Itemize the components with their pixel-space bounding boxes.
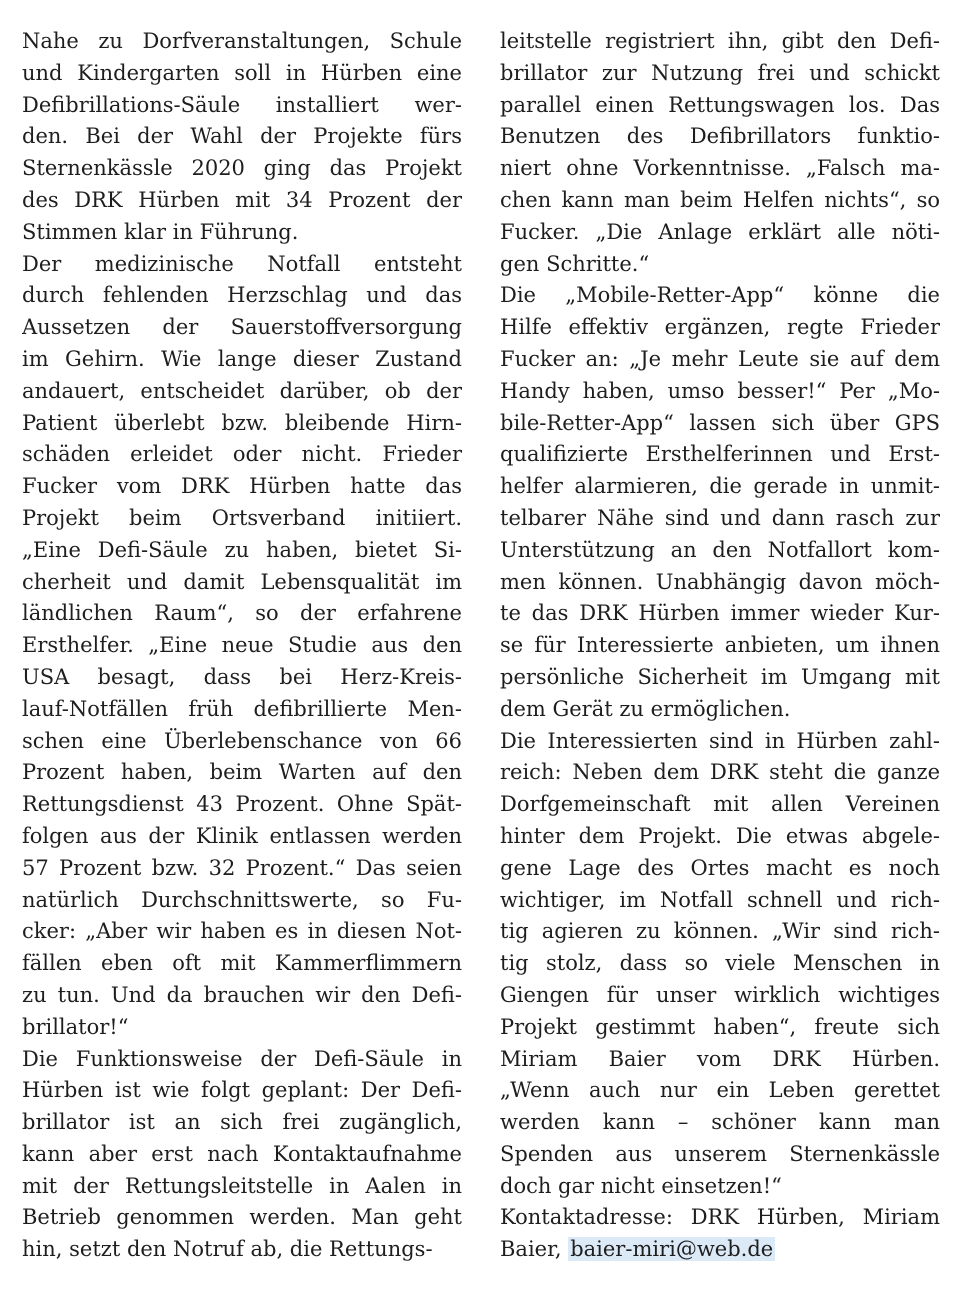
right-column-paragraphs (500, 26, 940, 1202)
text-line: gene Lage des Ortes macht es noch (500, 855, 940, 880)
text-line: Rettungsdienst 43 Prozent. Ohne Spät- (22, 792, 462, 817)
text-line: Giengen für unser wirklich wichtiges (500, 982, 940, 1007)
contact-line (500, 1234, 940, 1266)
text-line: dem Gerät zu ermöglichen. (500, 696, 791, 721)
text-line: Stimmen klar in Führung. (22, 219, 299, 244)
text-line: hin, setzt den Notruf ab, die Rettungs- (22, 1237, 433, 1262)
text-line: und Kindergarten soll in Hürben eine (22, 60, 462, 85)
text-line: Benutzen des Defibrillators funktio- (500, 124, 940, 149)
paragraph (500, 26, 940, 280)
right-column (500, 26, 940, 1276)
paragraph (22, 1044, 462, 1267)
text-line: wichtiger, im Notfall schnell und rich- (500, 887, 940, 912)
text-line: Defibrillations-Säule installiert wer- (22, 92, 462, 117)
text-line: Fucker vom DRK Hürben hatte das (22, 474, 462, 499)
text-line: Unterstützung an den Notfallort kom- (500, 537, 940, 562)
text-line: natürlich Durchschnittswerte, so Fu- (22, 887, 462, 912)
text-line: 57 Prozent bzw. 32 Prozent.“ Das seien (22, 855, 462, 880)
text-line: se für Interessierte anbieten, um ihnen (500, 633, 940, 658)
text-line: Patient überlebt bzw. bleibende Hirn- (22, 410, 462, 435)
text-line: Miriam Baier vom DRK Hürben. (500, 1046, 940, 1071)
text-line: parallel einen Rettungswagen los. Das (500, 92, 940, 117)
text-line: „Eine Defi-Säule zu haben, bietet Si- (22, 537, 462, 562)
text-line: tig stolz, dass so viele Menschen in (500, 951, 940, 976)
text-line: te das DRK Hürben immer wieder Kur- (500, 601, 940, 626)
paragraph (500, 726, 940, 1203)
text-line: andauert, entscheidet darüber, ob der (22, 378, 462, 403)
text-line: Hürben ist wie folgt geplant: Der Defi- (22, 1078, 462, 1103)
text-line: brillator ist an sich frei zugänglich, (22, 1110, 462, 1135)
text-line: chen kann man beim Helfen nichts“, so (500, 187, 940, 212)
text-line: Dorfgemeinschaft mit allen Vereinen (500, 792, 940, 817)
text-line: des DRK Hürben mit 34 Prozent der (22, 187, 462, 212)
text-line: Aussetzen der Sauerstoffversorgung (22, 315, 462, 340)
text-line: gen Schritte.“ (500, 251, 650, 276)
text-line: men können. Unabhängig davon möch- (500, 569, 940, 594)
text-line: im Gehirn. Wie lange dieser Zustand (22, 346, 462, 371)
text-line: Fucker. „Die Anlage erklärt alle nöti- (500, 219, 940, 244)
text-line: brillator!“ (22, 1014, 129, 1039)
text-line: Projekt beim Ortsverband initiiert. (22, 505, 462, 530)
text-line: Projekt gestimmt haben“, freute sich (500, 1014, 940, 1039)
text-line: ländlichen Raum“, so der erfahrene (22, 601, 462, 626)
text-line: Der medizinische Notfall entsteht (22, 251, 462, 276)
paragraph (22, 249, 462, 1044)
text-line: Die Funktionsweise der Defi-Säule in (22, 1046, 462, 1071)
text-line: werden kann – schöner kann man (500, 1110, 940, 1135)
text-line: schäden erleidet oder nicht. Frieder (22, 442, 462, 467)
text-line: lauf-Notfällen früh defibrillierte Men- (22, 696, 462, 721)
text-line: Die Interessierten sind in Hürben zahl- (500, 728, 940, 753)
text-line: Die „Mobile-Retter-App“ könne die (500, 283, 940, 308)
text-line: Nahe zu Dorfveranstaltungen, Schule (22, 29, 462, 53)
text-line: cherheit und damit Lebensqualität im (22, 569, 462, 594)
text-line: brillator zur Nutzung frei und schickt (500, 60, 940, 85)
text-line: USA besagt, dass bei Herz-Kreis- (22, 664, 462, 689)
paragraph (500, 280, 940, 725)
text-line: niert ohne Vorkenntnisse. „Falsch ma- (500, 156, 940, 181)
contact-line: Kontaktadresse: DRK Hürben, Miriam (500, 1205, 940, 1230)
text-line: persönliche Sicherheit im Umgang mit (500, 664, 940, 689)
text-line: Fucker an: „Je mehr Leute sie auf dem (500, 346, 940, 371)
text-line: den. Bei der Wahl der Projekte fürs (22, 124, 462, 149)
text-line: durch fehlenden Herzschlag und das (22, 283, 462, 308)
contact-name: Baier, (500, 1237, 562, 1262)
text-line: Prozent haben, beim Warten auf den (22, 760, 462, 785)
text-line: zu tun. Und da brauchen wir den Defi- (22, 982, 462, 1007)
text-line: Hilfe effektiv ergänzen, regte Frieder (500, 315, 940, 340)
text-line: qualifizierte Ersthelferinnen und Erst- (500, 442, 940, 467)
email-link[interactable]: baier-miri@web.de (570, 1237, 774, 1262)
text-line: Spenden aus unserem Sternenkässle (500, 1141, 940, 1166)
text-line: folgen aus der Klinik entlassen werden (22, 823, 462, 848)
text-line: bile-Retter-App“ lassen sich über GPS (500, 410, 940, 435)
left-column (22, 26, 462, 1276)
text-line: cker: „Aber wir haben es in diesen Not- (22, 919, 462, 944)
text-line: doch gar nicht einsetzen!“ (500, 1173, 782, 1198)
text-line: Ersthelfer. „Eine neue Studie aus den (22, 633, 462, 658)
text-line: „Wenn auch nur ein Leben gerettet (500, 1078, 940, 1103)
text-line: reich: Neben dem DRK steht die ganze (500, 760, 940, 785)
text-line: Betrieb genommen werden. Man geht (22, 1205, 462, 1230)
text-line: schen eine Überlebenschance von 66 (22, 728, 462, 753)
text-line: mit der Rettungsleitstelle in Aalen in (22, 1173, 462, 1198)
text-line: fällen eben oft mit Kammerflimmern (22, 951, 462, 976)
text-line: Sternenkässle 2020 ging das Projekt (22, 156, 462, 181)
text-line: telbarer Nähe sind und dann rasch zur (500, 505, 940, 530)
text-line: Handy haben, umso besser!“ Per „Mo- (500, 378, 940, 403)
text-line: kann aber erst nach Kontaktaufnahme (22, 1141, 462, 1166)
text-line: tig agieren zu können. „Wir sind rich- (500, 919, 940, 944)
text-line: hinter dem Projekt. Die etwas abgele- (500, 823, 940, 848)
contact-paragraph (500, 1202, 940, 1266)
text-line: helfer alarmieren, die gerade in unmit- (500, 474, 940, 499)
paragraph (22, 26, 462, 249)
text-line: leitstelle registriert ihn, gibt den Defi- (500, 29, 940, 53)
article (22, 26, 940, 1276)
